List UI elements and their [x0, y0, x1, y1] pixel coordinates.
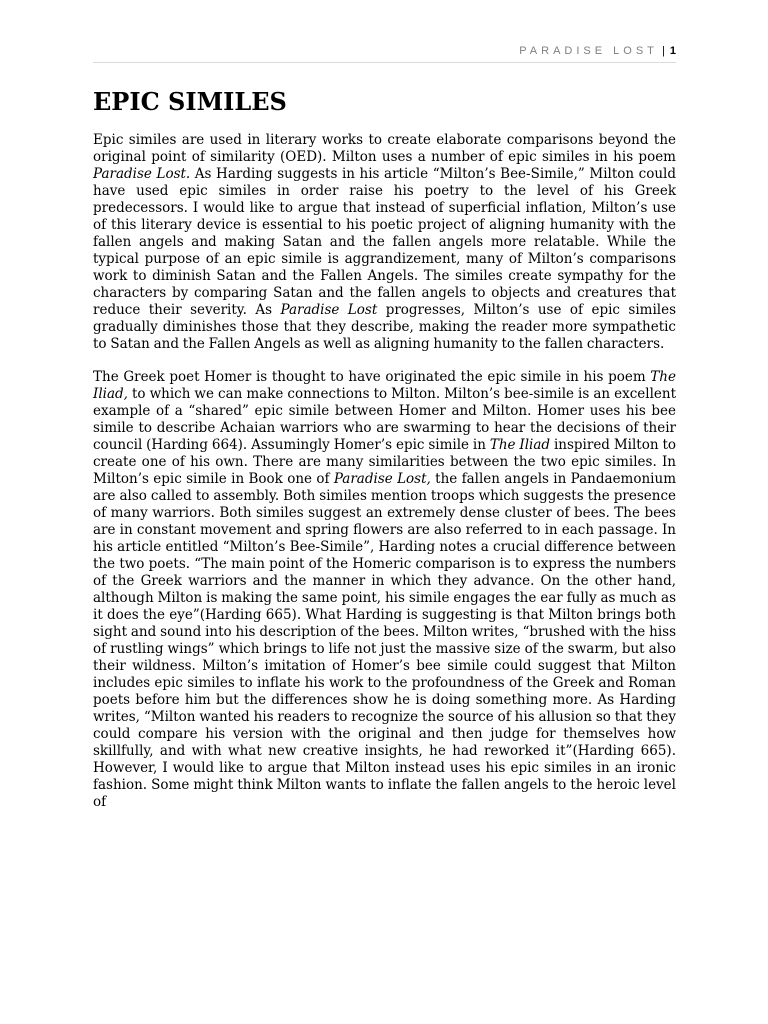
document-title: EPIC SIMILES — [93, 87, 287, 116]
text-run: the fallen angels in Pandaemonium are also called to assembly. Both similes mention troops which suggests the presence of many warriors. Both similes suggest an extremely dense cluster of bees. The bees are in constant movement and spring flowers are also referred to in each passage. In his article entitled “Milton’s Bee-Simile”, Harding notes a crucial difference between the two poets. “The main point of the Homeric comparison is to express the numbers of the Greek warriors and the manner in which they advance. On the other hand, although Milton is making the same point, his simile engages the ear fully as much as it does the eye”(Harding 665). What Harding is suggesting is that Milton brings both sight and sound into his description of the bees. Milton writes, “brushed with the hiss of rustling wings” which brings to life not just the massive size of the swarm, but also their wildness. Milton’s imitation of Homer’s bee simile could suggest that Milton includes epic similes to inflate his work to the profoundness of the Greek and Roman poets before him but the differences show he is doing something more. As Harding writes, “Milton wanted his readers to recognize the source of his allusion so that they could compare his version with the original and then judge for themselves how skillfully, and with what new creative insights, he had reworked it”(Harding 665). However, I would like to argue that Milton instead uses his epic similes in an ironic fashion. Some might think Milton wants to inflate the fallen angels to the heroic level of — [93, 471, 676, 810]
document-body — [93, 132, 676, 827]
text-run: to which we can make connections to Milton. Milton’s bee-simile is an excellent example of a “shared” epic simile between Homer and Milton. Homer uses his bee simile to describe Achaian warriors who are swarming to hear the decisions of their council (Harding 664). Assumingly Homer’s epic simile in — [93, 386, 676, 453]
italic-title: Paradise Lost — [280, 302, 378, 318]
italic-title: Paradise Lost, — [333, 471, 431, 487]
text-run: As Harding suggests in his article “Milton’s Bee-Simile,” Milton could have used epic similes in order raise his poetry to the level of his Greek predecessors. I would like to argue that instead of superficial inflation, Milton’s use of this literary device is essential to his poetic project of aligning humanity with the fallen angels and making Satan and the fallen angels more relatable. While the typical purpose of an epic simile is aggrandizement, many of Milton’s comparisons work to diminish Satan and the Fallen Angels. The similes create sympathy for the characters by comparing Satan and the fallen angels to objects and creatures that reduce their severity. As — [93, 166, 676, 318]
paragraph-2 — [93, 369, 676, 811]
page-number: 1 — [669, 45, 676, 57]
running-title: PARADISE LOST — [519, 45, 658, 57]
text-run: inspired Milton to create one of his own. There are many similarities between the two epic similes. In Milton’s epic simile in Book one of — [93, 437, 676, 487]
text-run: The Greek poet Homer is thought to have originated the epic simile in his poem — [93, 369, 651, 385]
italic-title: The Iliad — [489, 437, 551, 453]
text-run: progresses, Milton’s use of epic similes gradually diminishes those that they describe, making the reader more sympathetic to Satan and the Fallen Angels as well as aligning humanity to the fallen characters. — [93, 302, 676, 352]
header-separator: | — [661, 45, 665, 57]
paragraph-1 — [93, 132, 676, 353]
running-header — [93, 42, 676, 63]
italic-title: Paradise Lost. — [93, 166, 191, 182]
text-run: Epic similes are used in literary works to create elaborate comparisons beyond the original point of similarity (OED). Milton uses a number of epic similes in his poem — [93, 132, 676, 165]
italic-title: The Iliad, — [93, 369, 676, 402]
